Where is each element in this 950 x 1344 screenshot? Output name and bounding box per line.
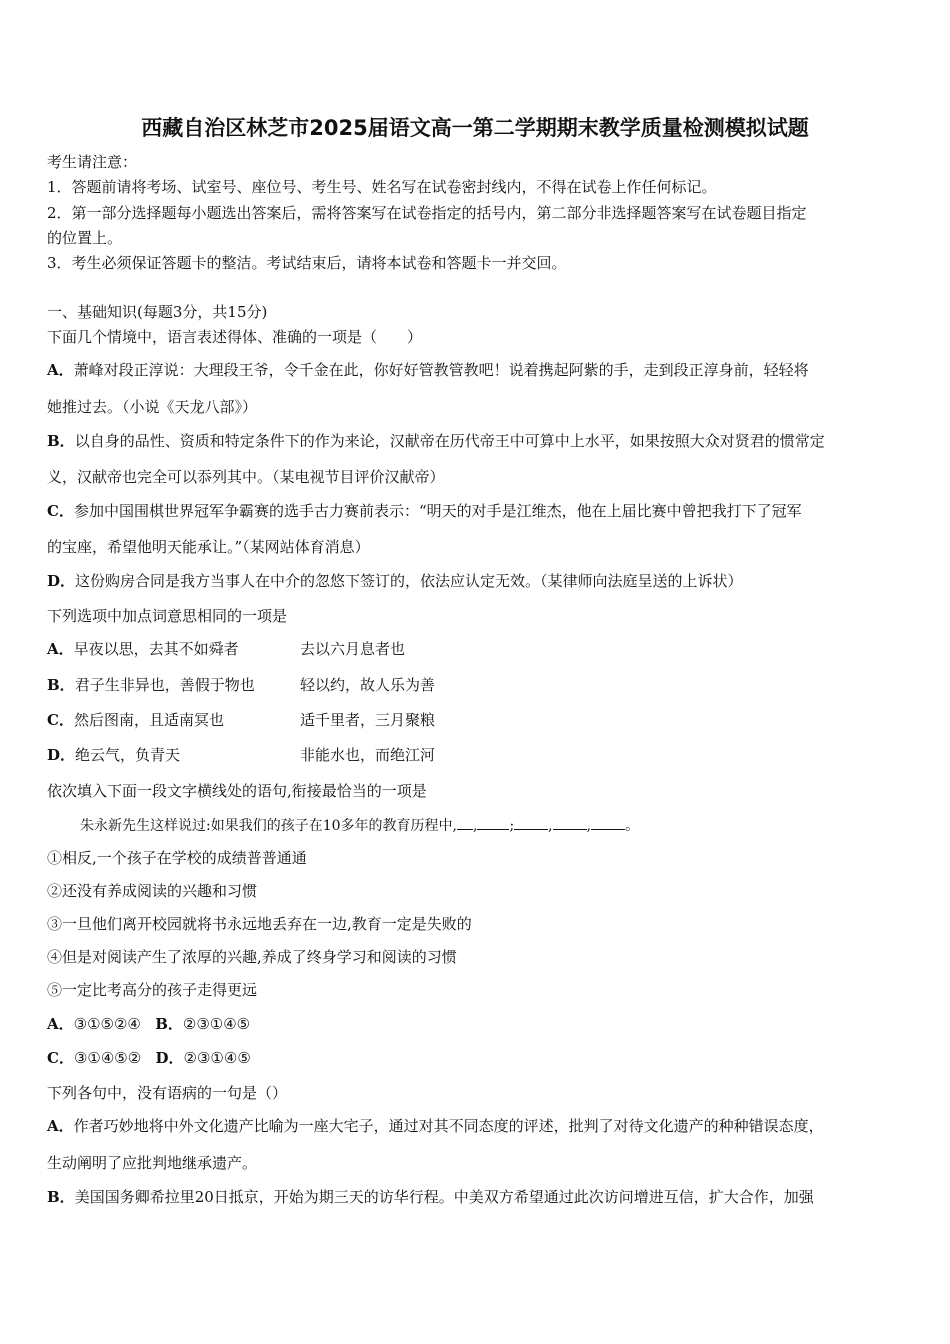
- q3-sentence-2: ②还没有养成阅读的兴趣和习惯: [47, 882, 258, 900]
- q1-option-d: D．这份购房合同是我方当事人在中介的忽悠下签订的，依法应认定无效。（某律师向法庭呈送的上诉状）: [47, 572, 743, 590]
- notice-item-2: 2．第一部分选择题每小题选出答案后，需将答案写在试卷指定的括号内，第二部分非选择题答案写在试卷题目指定: [47, 204, 807, 222]
- q1-option-c-cont: 的宝座，希望他明天能承让。”（某网站体育消息）: [47, 538, 370, 556]
- page-title: 西藏自治区林芝市2025届语文高一第二学期期末教学质量检测模拟试题: [141, 116, 809, 140]
- notice-item-2-cont: 的位置上。: [47, 229, 123, 247]
- notice-item-1: 1．答题前请将考场、试室号、座位号、考生号、姓名写在试卷密封线内，不得在试卷上作任何标记。: [47, 178, 717, 196]
- q2-option-a: A．早夜以思，去其不如舜者: [47, 640, 239, 658]
- q1-option-c: C．参加中国围棋世界冠军争霸赛的选手古力赛前表示：“明天的对手是江维杰，他在上届比赛中曾把我打下了冠军: [47, 502, 802, 520]
- q1-option-b: B．以自身的品性、资质和特定条件下的作为来论，汉献帝在历代帝王中可算中上水平，如果按照大众对贤君的惯常定: [47, 432, 825, 450]
- q2-option-c-right: 适千里者，三月聚粮: [300, 711, 436, 729]
- q4-stem: 下列各句中，没有语病的一句是（）: [47, 1084, 288, 1102]
- q2-option-a-right: 去以六月息者也: [300, 640, 406, 658]
- q1-option-b-cont: 义，汉献帝也完全可以忝列其中。（某电视节目评价汉献帝）: [47, 468, 445, 486]
- q3-stem: 依次填入下面一段文字横线处的语句,衔接最恰当的一项是: [47, 782, 427, 800]
- q3-sentence-3: ③一旦他们离开校园就将书永远地丢弃在一边,教育一定是失败的: [47, 915, 472, 933]
- q1-stem: 下面几个情境中，语言表述得体、准确的一项是（ ）: [47, 328, 423, 346]
- q2-option-d: D．绝云气，负青天: [47, 746, 181, 764]
- q2-option-d-right: 非能水也，而绝江河: [300, 746, 436, 764]
- notice-heading: 考生请注意：: [47, 153, 138, 171]
- q4-option-b: B．美国国务卿希拉里20日抵京，开始为期三天的访华行程。中美双方希望通过此次访问增进互信，扩大合作，加强: [47, 1188, 814, 1206]
- q3-sentence-5: ⑤一定比考高分的孩子走得更远: [47, 981, 258, 999]
- section-heading: 一、基础知识(每题3分，共15分): [47, 303, 268, 321]
- q3-passage: 朱永新先生这样说过:如果我们的孩子在10多年的教育历程中, , ; , , 。: [80, 815, 639, 836]
- q3-options-row-1: A．③①⑤②④ B．②③①④⑤: [47, 1015, 251, 1033]
- q1-option-a: A．萧峰对段正淳说：大理段王爷，令千金在此，你好好管教管教吧！说着携起阿紫的手，走到段正淳身前，轻轻将: [47, 361, 809, 379]
- notice-item-3: 3．考生必须保证答题卡的整洁。考试结束后，请将本试卷和答题卡一并交回。: [47, 254, 567, 272]
- q4-option-a: A．作者巧妙地将中外文化遗产比喻为一座大宅子，通过对其不同态度的评述，批判了对待文化遗产的种种错误态度，: [47, 1117, 824, 1135]
- q3-options-row-2: C．③①④⑤② D．②③①④⑤: [47, 1049, 251, 1067]
- q2-option-b-right: 轻以约，故人乐为善: [300, 676, 436, 694]
- q3-sentence-1: ①相反,一个孩子在学校的成绩普普通通: [47, 849, 307, 867]
- q1-option-a-cont: 她推过去。（小说《天龙八部》）: [47, 398, 258, 416]
- q2-option-c: C．然后图南，且适南冥也: [47, 711, 224, 729]
- q2-option-b: B．君子生非异也，善假于物也: [47, 676, 255, 694]
- q4-option-a-cont: 生动阐明了应批判地继承遗产。: [47, 1154, 258, 1172]
- q3-sentence-4: ④但是对阅读产生了浓厚的兴趣,养成了终身学习和阅读的习惯: [47, 948, 457, 966]
- q2-stem: 下列选项中加点词意思相同的一项是: [47, 607, 288, 625]
